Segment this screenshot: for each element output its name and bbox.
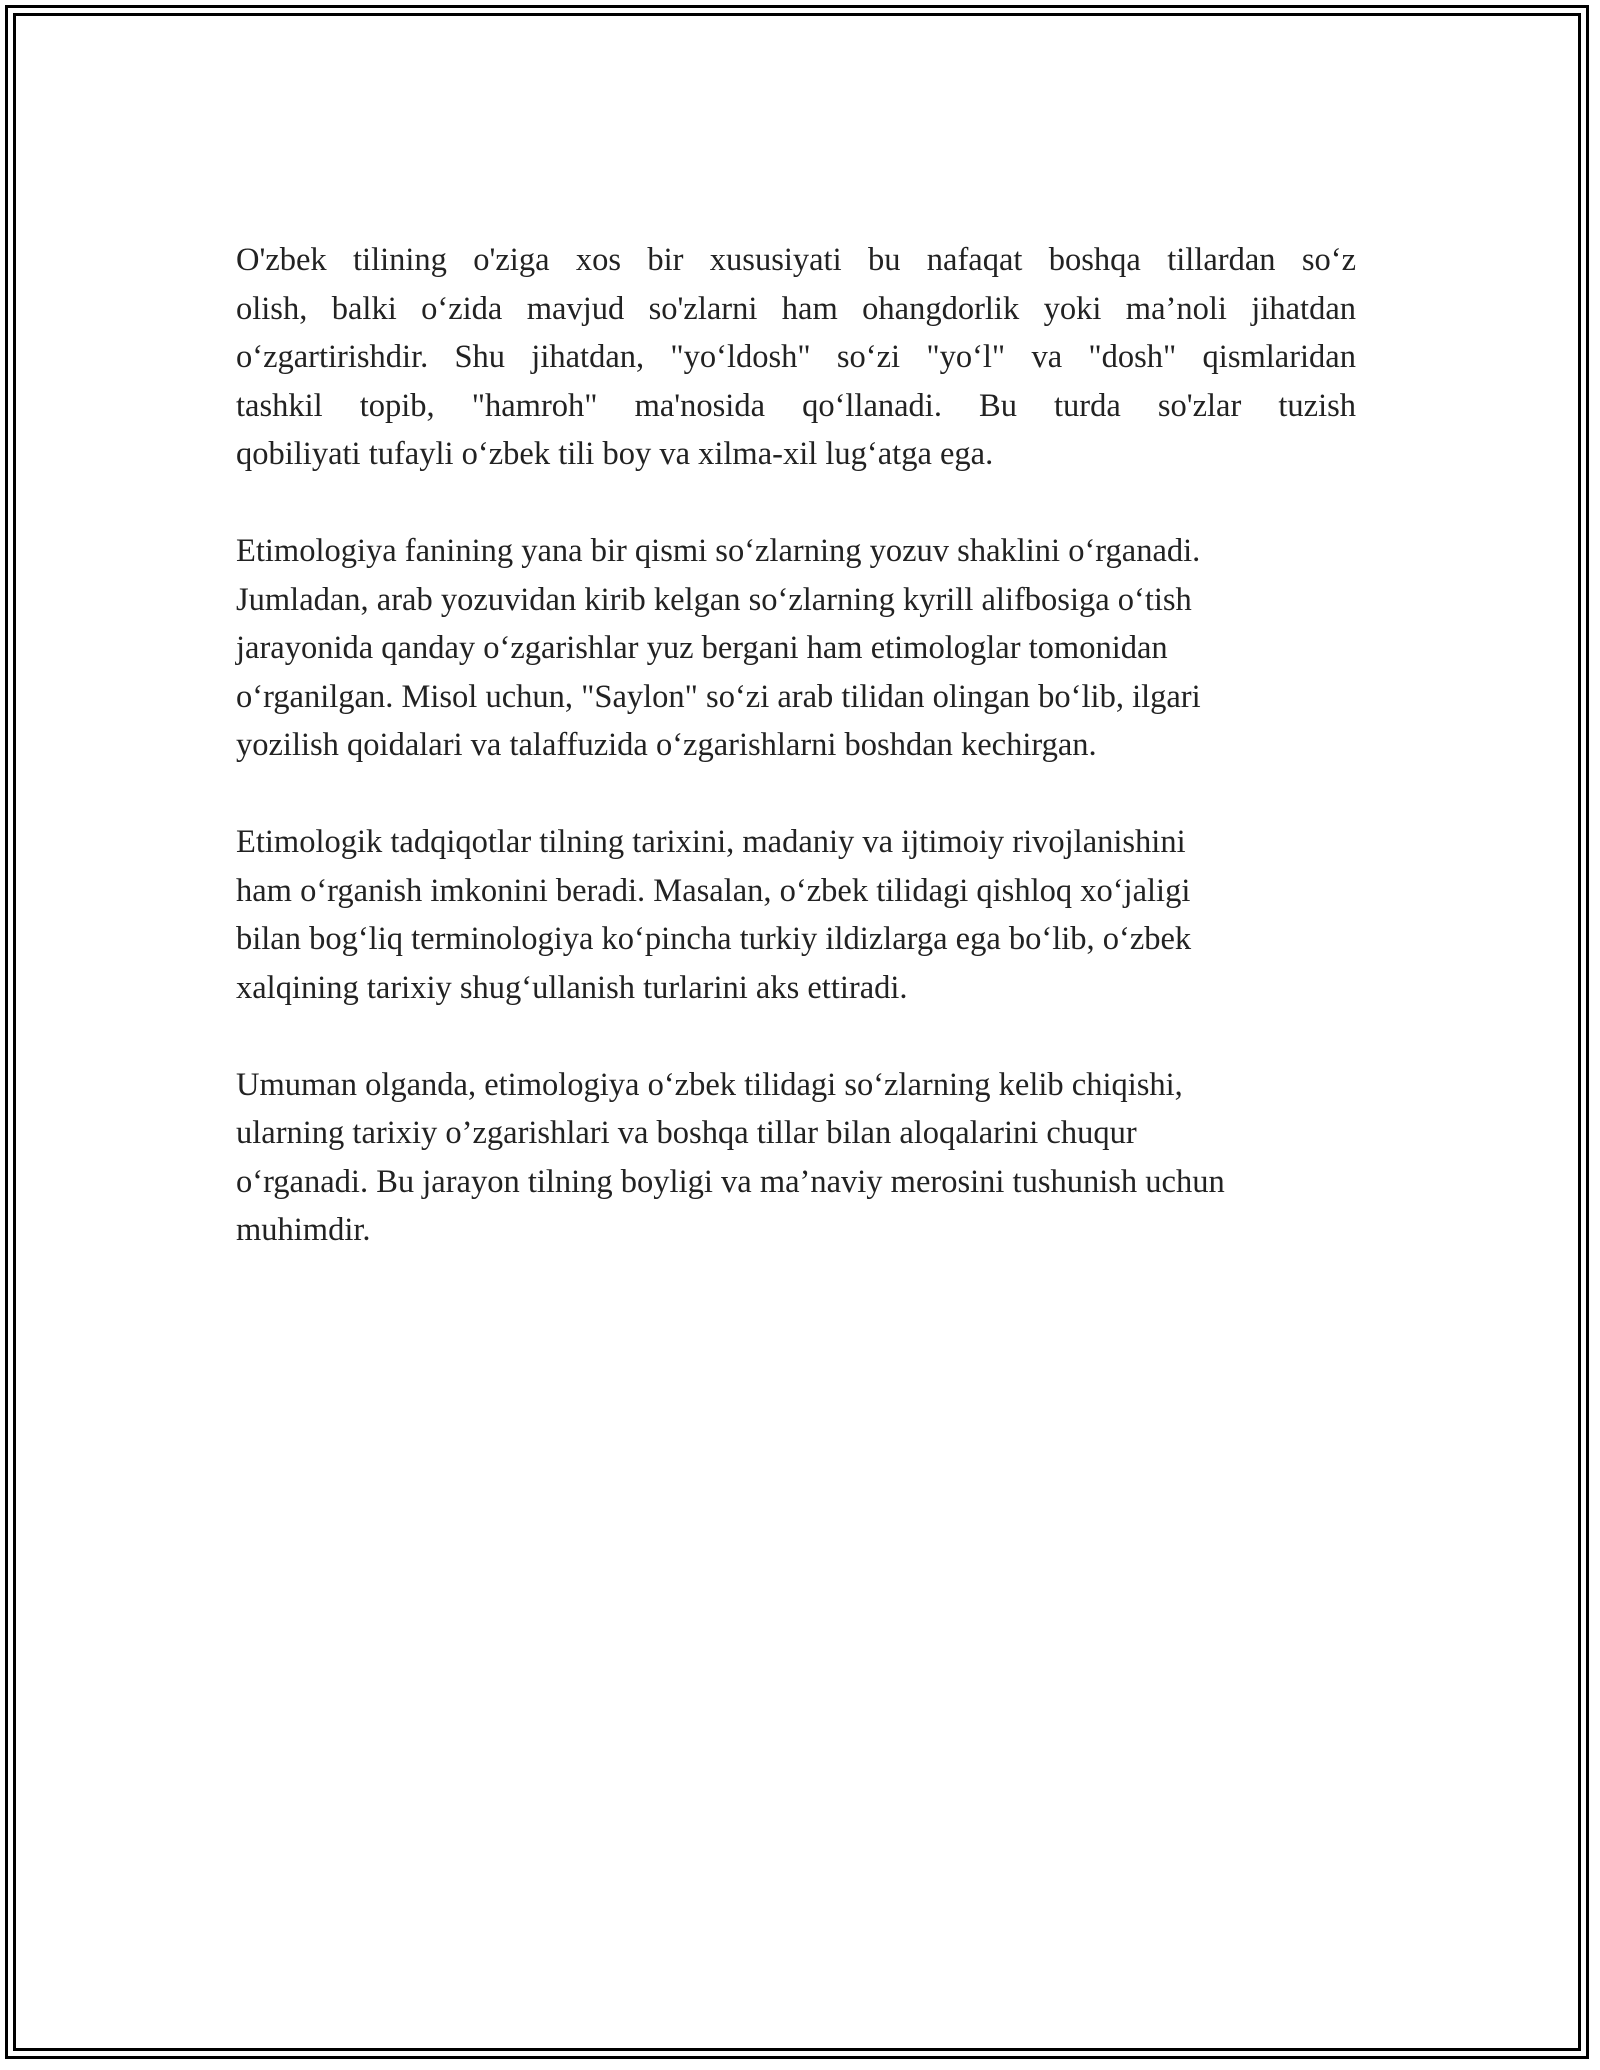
text-line: yozilish qoidalari va talaffuzida o‘zgarishlarni boshdan kechirgan. [236, 727, 1097, 763]
text-line: ularning tarixiy o’zgarishlari va boshqa tillar bilan aloqalarini chuqur [236, 1115, 1137, 1151]
text-line: Umuman olganda, etimologiya o‘zbek tilidagi so‘zlarning kelib chiqishi, [236, 1066, 1183, 1103]
text-line: O'zbek tilining o'ziga xos bir xususiyati bu nafaqat boshqa tillardan so‘z [236, 242, 1356, 278]
paragraph-1 [236, 236, 1356, 479]
paragraph-4 [236, 1061, 1356, 1255]
paragraph-2 [236, 527, 1356, 770]
text-line: Jumladan, arab yozuvidan kirib kelgan so‘zlarning kyrill alifbosiga o‘tish [236, 581, 1192, 618]
text-line: o‘zgartirishdir. Shu jihatdan, "yo‘ldosh" so‘zi "yo‘l" va "dosh" qismlaridan [236, 339, 1356, 375]
text-line: tashkil topib, "hamroh" ma'nosida qo‘llanadi. Bu turda so'zlar tuzish [236, 387, 1356, 424]
text-line: Etimologiya fanining yana bir qismi so‘zlarning yozuv shaklini o‘rganadi. [236, 533, 1201, 569]
text-line: ham o‘rganish imkonini beradi. Masalan, o‘zbek tilidagi qishloq xo‘jaligi [236, 872, 1191, 909]
text-line: Etimologik tadqiqotlar tilning tarixini, madaniy va ijtimoiy rivojlanishini [236, 824, 1186, 860]
text-line: xalqining tarixiy shug‘ullanish turlarini aks ettiradi. [236, 969, 908, 1006]
text-line: qobiliyati tufayli o‘zbek tili boy va xilma-xil lug‘atga ega. [236, 436, 994, 472]
text-line: o‘rganadi. Bu jarayon tilning boyligi va ma’naviy merosini tushunish uchun [236, 1163, 1225, 1200]
paragraph-3 [236, 818, 1356, 1012]
text-line: jarayonida qanday o‘zgarishlar yuz bergani ham etimologlar tomonidan [236, 630, 1168, 666]
text-line: bilan bog‘liq terminologiya ko‘pincha turkiy ildizlarga ega bo‘lib, o‘zbek [236, 921, 1192, 957]
text-line: muhimdir. [236, 1212, 371, 1248]
document-body [236, 236, 1356, 1303]
text-line: o‘rganilgan. Misol uchun, "Saylon" so‘zi arab tilidan olingan bo‘lib, ilgari [236, 678, 1201, 715]
text-line: olish, balki o‘zida mavjud so'zlarni ham ohangdorlik yoki ma’noli jihatdan [236, 290, 1356, 327]
